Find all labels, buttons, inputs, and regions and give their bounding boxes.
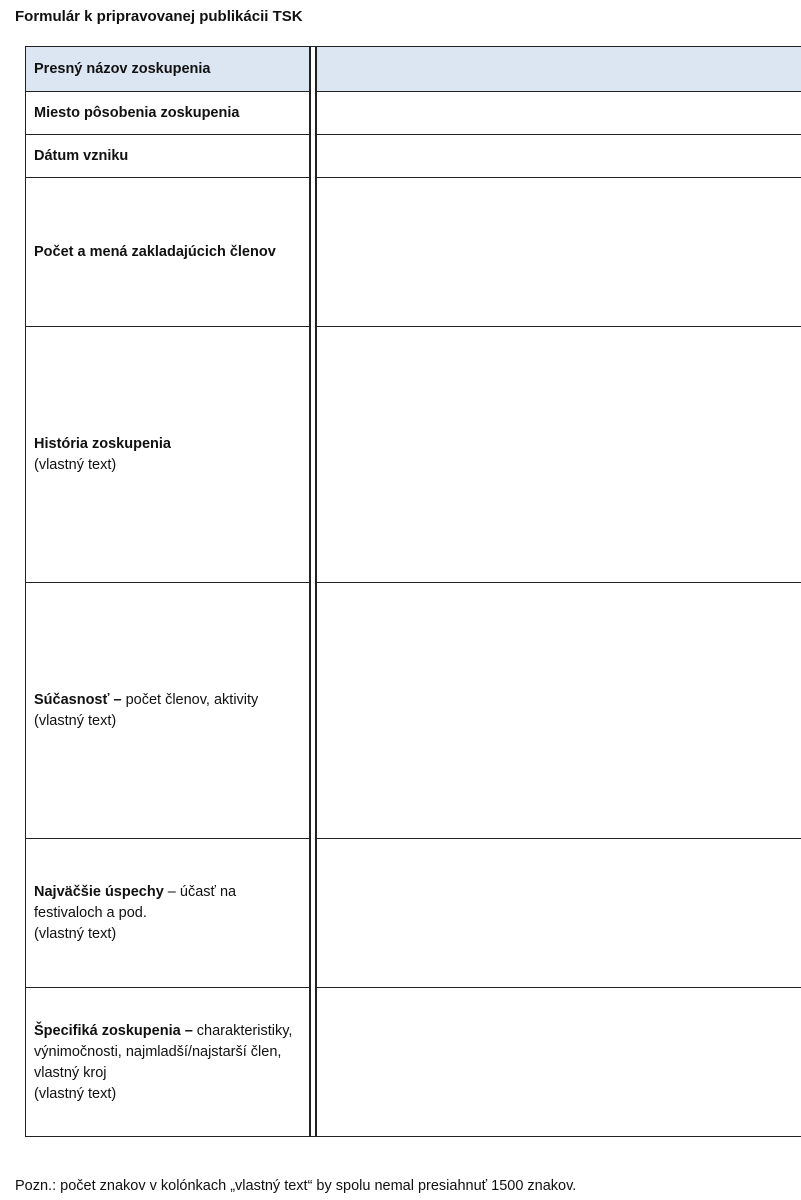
row-label-bold: Súčasnosť – <box>34 691 122 708</box>
form-row-history <box>26 326 801 582</box>
row-label-own-text-hint: (vlastný text) <box>34 712 117 729</box>
field-founding-date[interactable] <box>317 135 801 177</box>
row-label-rest: charakteristiky, výnimočnosti, najmladší/najstarší člen, vlastný kroj <box>34 1022 293 1081</box>
row-label-group-name <box>26 47 309 91</box>
document-title: Formulár k pripravovanej publikácii TSK <box>15 8 303 25</box>
row-label-present <box>26 583 309 838</box>
row-label-own-text-hint: (vlastný text) <box>34 925 117 942</box>
row-label-achievements <box>26 839 309 987</box>
publication-form-table <box>25 46 801 1137</box>
row-label-rest: počet členov, aktivity <box>121 691 259 708</box>
column-double-divider <box>309 47 317 1136</box>
row-label-bold: Presný názov zoskupenia <box>34 60 211 77</box>
field-location[interactable] <box>317 92 801 134</box>
row-label-own-text-hint: (vlastný text) <box>34 1085 117 1102</box>
row-label-rest: – účasť na festivaloch a pod. <box>34 883 237 921</box>
row-label-location <box>26 92 309 134</box>
character-limit-note: Pozn.: počet znakov v kolónkach „vlastný text“ by spolu nemal presiahnuť 1500 znakov. <box>15 1178 577 1194</box>
field-history[interactable] <box>317 327 801 582</box>
row-label-founding-members <box>26 178 309 326</box>
form-row-group-name <box>26 47 801 91</box>
form-row-specifics <box>26 987 801 1137</box>
form-row-present <box>26 582 801 838</box>
field-group-name[interactable] <box>317 47 801 91</box>
row-label-history <box>26 327 309 582</box>
row-label-founding-date <box>26 135 309 177</box>
row-label-bold: Špecifiká zoskupenia – <box>34 1022 193 1039</box>
field-present[interactable] <box>317 583 801 838</box>
row-label-bold: Najväčšie úspechy <box>34 883 164 900</box>
row-label-bold: Miesto pôsobenia zoskupenia <box>34 104 240 121</box>
row-label-specifics <box>26 988 309 1137</box>
row-label-own-text-hint: (vlastný text) <box>34 456 117 473</box>
row-label-bold: História zoskupenia <box>34 435 171 452</box>
form-row-location <box>26 91 801 134</box>
field-founding-members[interactable] <box>317 178 801 326</box>
form-row-founding-members <box>26 177 801 326</box>
form-row-achievements <box>26 838 801 987</box>
field-achievements[interactable] <box>317 839 801 987</box>
field-specifics[interactable] <box>317 988 801 1137</box>
row-label-bold: Dátum vzniku <box>34 147 129 164</box>
form-row-founding-date <box>26 134 801 177</box>
row-label-bold: Počet a mená zakladajúcich členov <box>34 243 276 260</box>
